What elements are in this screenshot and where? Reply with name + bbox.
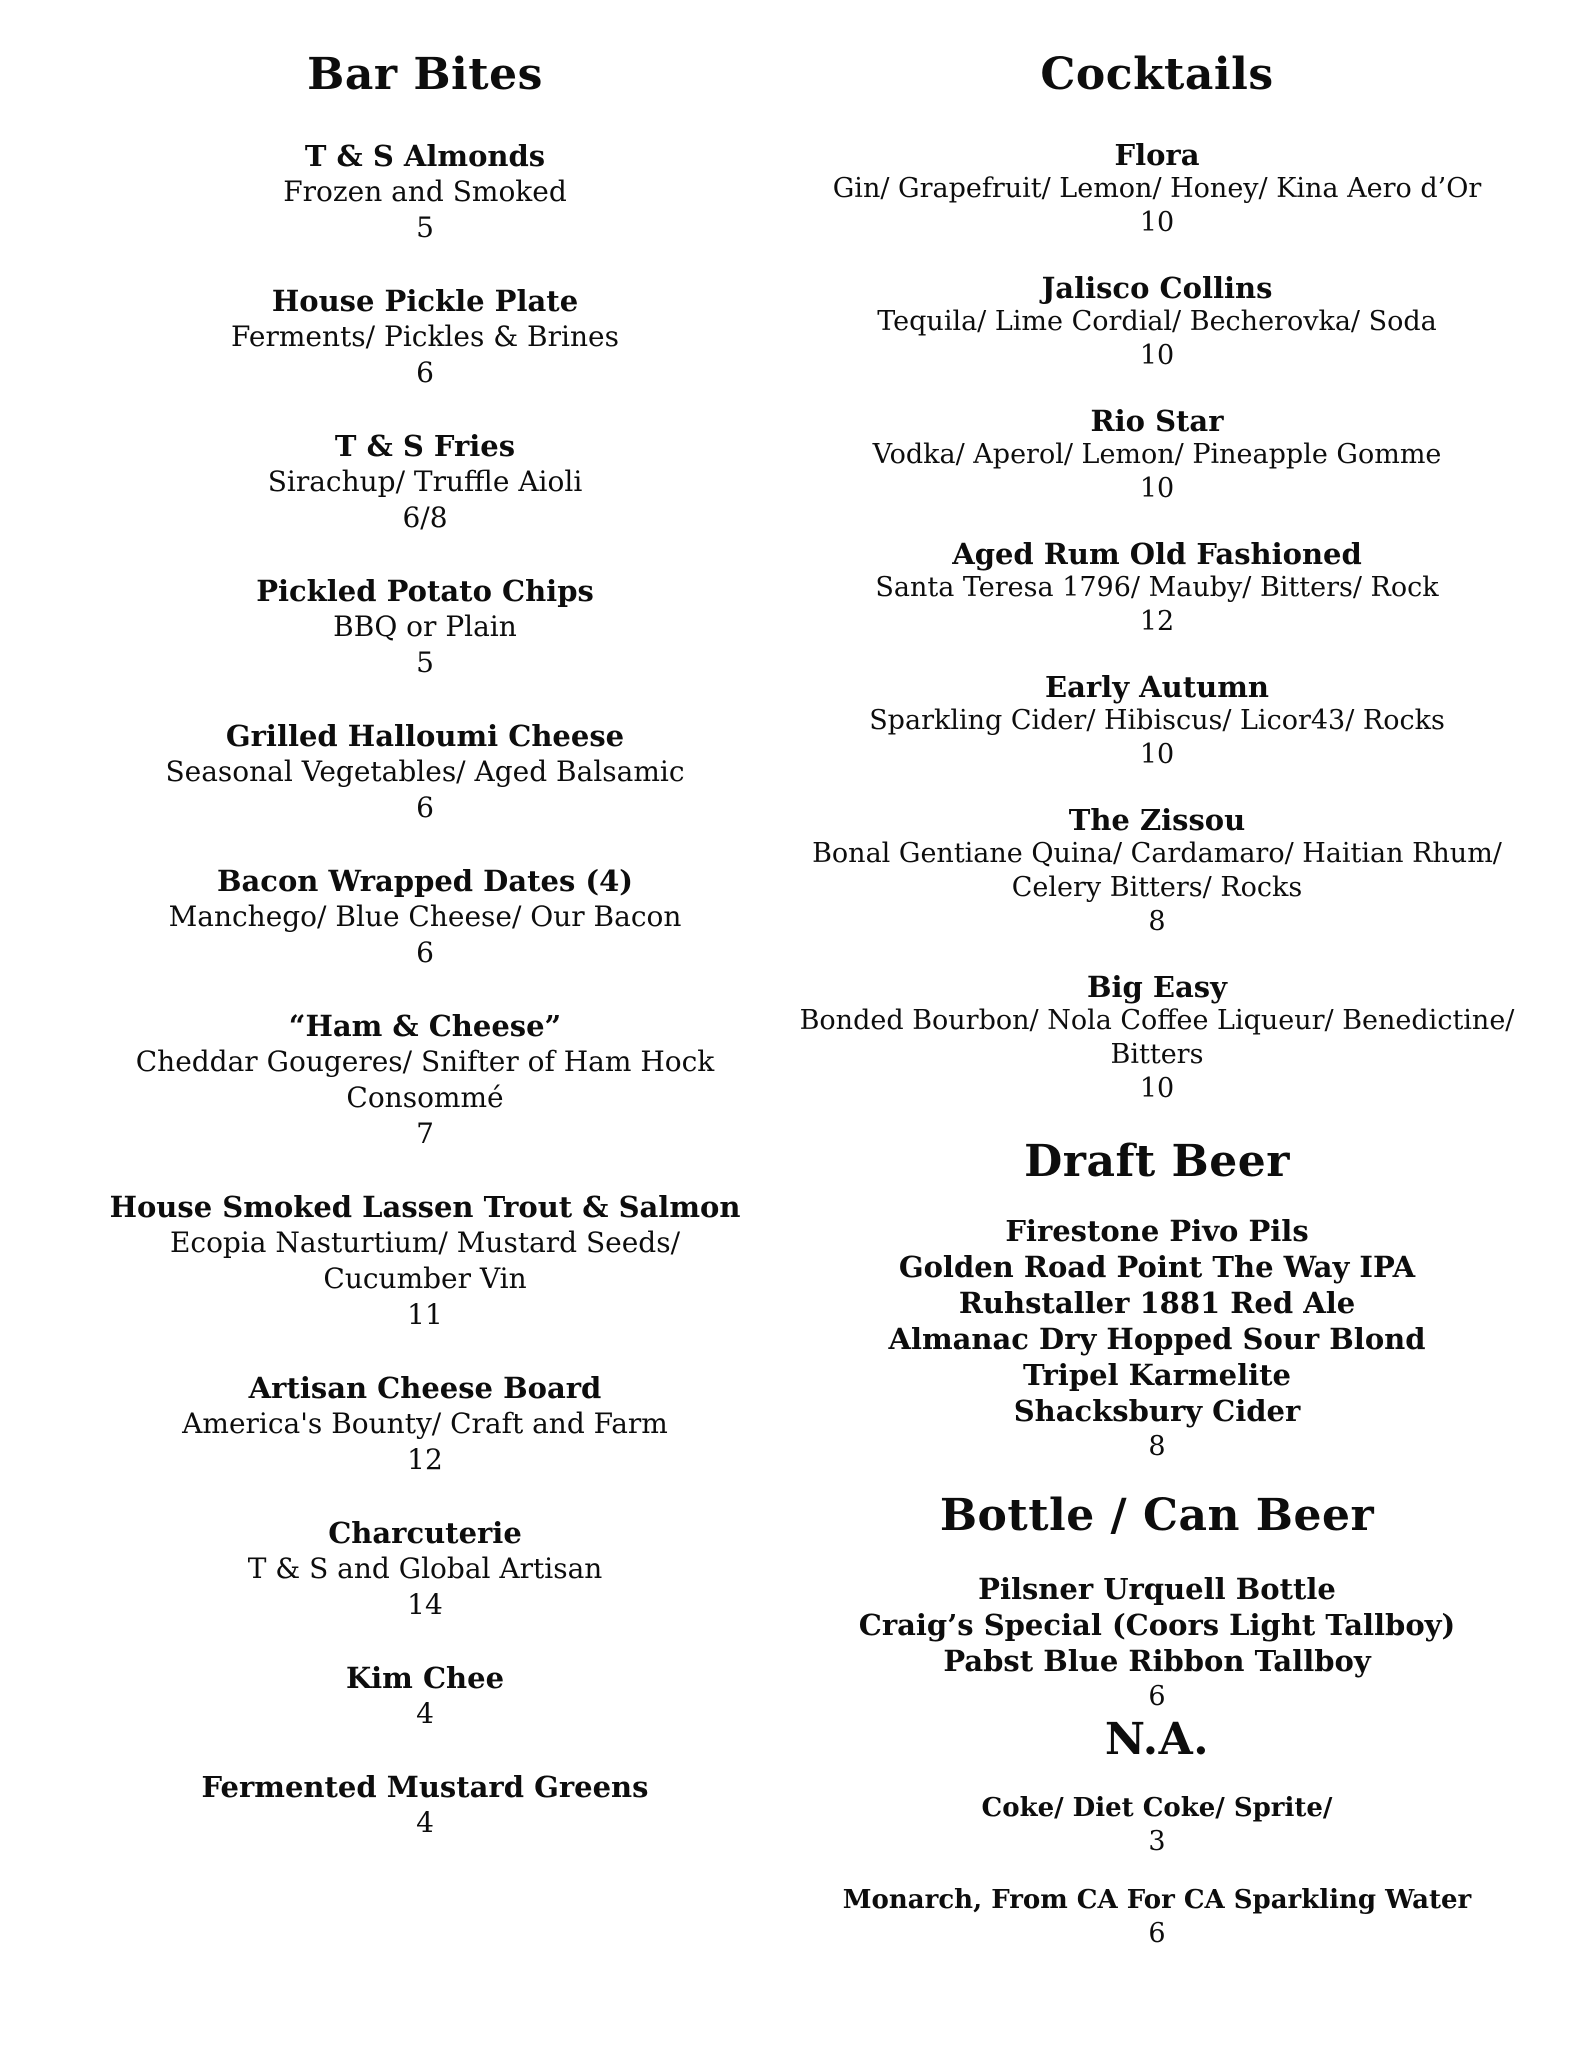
item-price: 6/8 <box>402 501 448 534</box>
item-name: House Pickle Plate <box>271 284 579 318</box>
menu-item <box>100 1189 750 1333</box>
section-draft-beer <box>797 1137 1517 1465</box>
item-price: 5 <box>416 646 434 679</box>
menu-item <box>100 428 750 536</box>
beer-line: Firestone Pivo Pils <box>1005 1214 1309 1248</box>
menu-item <box>100 283 750 391</box>
menu-item <box>100 573 750 681</box>
item-name: Rio Star <box>1090 404 1224 438</box>
na-item <box>797 1883 1517 1951</box>
item-price: 4 <box>416 1697 434 1730</box>
item-price: 11 <box>407 1298 443 1331</box>
item-description: Cheddar Gougeres/ Snifter of Ham Hock <box>135 1045 715 1078</box>
item-name: T & S Almonds <box>304 139 546 173</box>
beer-line: Tripel Karmelite <box>1023 1358 1291 1392</box>
item-description: Ecopia Nasturtium/ Mustard Seeds/ <box>169 1226 681 1259</box>
section-heading-n-a: N.A. <box>1104 1714 1210 1765</box>
item-name: Grilled Halloumi Cheese <box>225 719 625 753</box>
item-price: 8 <box>1148 906 1166 937</box>
menu-item <box>797 670 1517 772</box>
menu-item <box>100 1515 750 1623</box>
item-price: 10 <box>1139 340 1175 371</box>
item-price: 7 <box>416 1117 434 1150</box>
drinks-column <box>797 50 1517 1975</box>
item-name: T & S Fries <box>334 429 516 463</box>
beer-line: Ruhstaller 1881 Red Ale <box>958 1286 1356 1320</box>
item-description: Vodka/ Aperol/ Lemon/ Pineapple Gomme <box>872 439 1442 470</box>
item-price: 6 <box>1148 1918 1166 1949</box>
item-name: House Smoked Lassen Trout & Salmon <box>109 1190 741 1224</box>
section-heading-bottle-can-beer: Bottle / Can Beer <box>939 1490 1375 1541</box>
item-name: Monarch, From CA For CA Sparkling Water <box>842 1885 1472 1915</box>
item-price: 6 <box>416 356 434 389</box>
item-price: 12 <box>407 1443 443 1476</box>
item-price: 6 <box>416 791 434 824</box>
beer-line: Golden Road Point The Way IPA <box>898 1250 1416 1284</box>
section-heading-cocktails: Cocktails <box>1040 49 1274 100</box>
menu-item <box>797 404 1517 506</box>
item-description: Sirachup/ Truffle Aioli <box>267 465 583 498</box>
item-description: Bonal Gentiane Quina/ Cardamaro/ Haitian Rhum/ <box>812 838 1502 869</box>
item-name: The Zissou <box>1068 803 1246 837</box>
item-price: 10 <box>1139 473 1175 504</box>
beer-line: Almanac Dry Hopped Sour Blond <box>888 1322 1426 1356</box>
item-price: 5 <box>416 211 434 244</box>
beer-line: Shacksbury Cider <box>1013 1394 1301 1428</box>
item-name: Artisan Cheese Board <box>248 1371 602 1405</box>
item-name: Pickled Potato Chips <box>256 574 594 608</box>
beer-line: Pabst Blue Ribbon Tallboy <box>943 1644 1371 1678</box>
bar-bites-items <box>100 138 750 1841</box>
item-description: Consommé <box>346 1081 504 1114</box>
item-price: 4 <box>416 1806 434 1839</box>
item-name: “Ham & Cheese” <box>288 1009 562 1043</box>
item-description: Bonded Bourbon/ Nola Coffee Liqueur/ Benedictine/ <box>799 1005 1515 1036</box>
item-name: Flora <box>1114 138 1200 172</box>
item-description: Santa Teresa 1796/ Mauby/ Bitters/ Rock <box>875 572 1439 603</box>
item-price: 3 <box>1148 1826 1166 1857</box>
item-price: 6 <box>1148 1681 1166 1712</box>
item-name: Charcuterie <box>328 1516 522 1550</box>
menu-item <box>100 718 750 826</box>
item-description: BBQ or Plain <box>333 610 517 643</box>
item-name: Kim Chee <box>345 1661 505 1695</box>
section-bottle-can-beer <box>797 1491 1517 1715</box>
item-description: Cucumber Vin <box>323 1262 527 1295</box>
item-price: 10 <box>1139 739 1175 770</box>
menu-item <box>100 138 750 246</box>
item-price: 8 <box>1148 1431 1166 1462</box>
menu-item <box>797 970 1517 1106</box>
menu-item <box>100 863 750 971</box>
item-name: Bacon Wrapped Dates (4) <box>216 864 634 898</box>
item-price: 12 <box>1139 606 1175 637</box>
item-name: Aged Rum Old Fashioned <box>952 537 1362 571</box>
item-description: Celery Bitters/ Rocks <box>1011 872 1303 903</box>
section-heading-bar-bites: Bar Bites <box>307 49 543 100</box>
item-description: Frozen and Smoked <box>283 175 567 208</box>
item-price: 14 <box>407 1588 443 1621</box>
menu-item <box>797 138 1517 240</box>
menu-item <box>100 1008 750 1152</box>
item-description: Gin/ Grapefruit/ Lemon/ Honey/ Kina Aero d’Or <box>832 173 1482 204</box>
item-name: Fermented Mustard Greens <box>201 1770 649 1804</box>
item-price: 10 <box>1139 1073 1175 1104</box>
item-price: 6 <box>416 936 434 969</box>
section-cocktails <box>797 50 1517 1106</box>
menu-item <box>100 1660 750 1732</box>
item-description: Ferments/ Pickles & Brines <box>231 320 619 353</box>
item-name: Jalisco Collins <box>1041 271 1273 305</box>
item-description: Bitters <box>1110 1039 1204 1070</box>
menu-item <box>797 271 1517 373</box>
na-item <box>797 1791 1517 1859</box>
item-description: America's Bounty/ Craft and Farm <box>182 1407 668 1440</box>
item-name: Coke/ Diet Coke/ Sprite/ <box>981 1793 1333 1823</box>
beer-line: Pilsner Urquell Bottle <box>978 1572 1336 1606</box>
item-price: 10 <box>1139 207 1175 238</box>
item-description: T & S and Global Artisan <box>247 1552 603 1585</box>
menu-item <box>797 803 1517 939</box>
item-description: Manchego/ Blue Cheese/ Our Bacon <box>168 900 682 933</box>
bar-bites-column <box>100 50 750 1878</box>
beer-line: Craig’s Special (Coors Light Tallboy) <box>858 1608 1456 1642</box>
menu-item <box>100 1769 750 1841</box>
item-name: Early Autumn <box>1045 670 1269 704</box>
menu-item <box>100 1370 750 1478</box>
item-description: Seasonal Vegetables/ Aged Balsamic <box>165 755 685 788</box>
item-description: Sparkling Cider/ Hibiscus/ Licor43/ Rocks <box>869 705 1445 736</box>
item-description: Tequila/ Lime Cordial/ Becherovka/ Soda <box>877 306 1437 337</box>
item-name: Big Easy <box>1087 970 1227 1004</box>
section-heading-draft-beer: Draft Beer <box>1024 1136 1290 1187</box>
section-n-a <box>797 1715 1517 1951</box>
menu-item <box>797 537 1517 639</box>
